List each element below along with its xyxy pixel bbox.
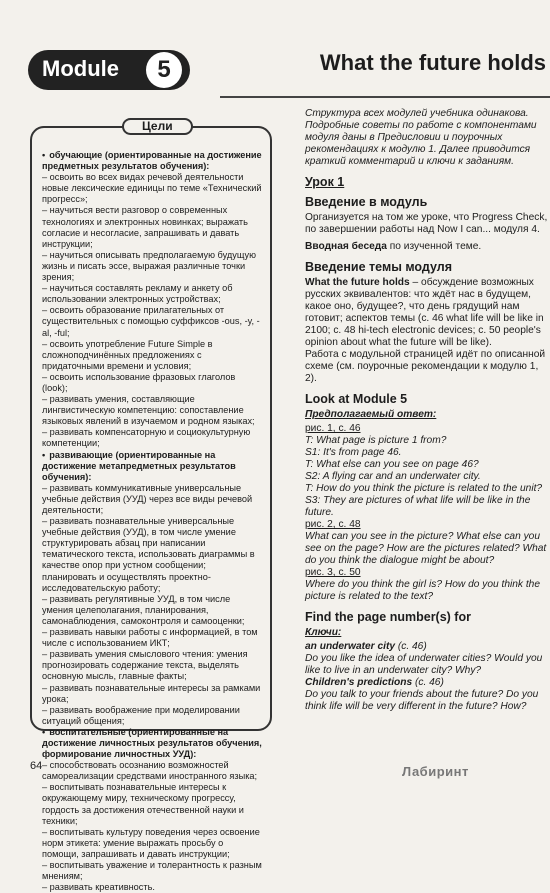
goal-item: – способствовать осознанию возможностей самореализации средствами иностранного языка; [42,760,258,782]
goal-item: – научиться составлять рекламу и анкету об использовании электронных устройствах; [42,283,233,305]
answer-label: Предполагаемый ответ: [305,409,437,420]
key2-bold: Children's predictions [305,677,413,688]
pic3-text: Where do you think the girl is? How do you think the picture is related to the text? [305,579,541,602]
pic2-text: What can you see in the picture? What else can you see on the page? How are the pictures related? What do you think the dialogue might be about? [305,531,547,566]
find-heading: Find the page number(s) for [305,610,471,624]
module-title-text [305,277,549,349]
key1 [305,641,549,653]
intro-paragraph: Структура всех модулей учебника одинакова. Подробные советы по работе с компонентами модуля даны в Предисловии и поурочных рекомендациях к модулю 1. Далее приводится краткий комментарий и ключи к заданиям. [305,108,537,167]
intro-talk-rest: по изученной теме. [386,241,482,252]
key2-text: Do you talk to your friends about the future? Do you think life will be very different in the future? How? [305,689,539,712]
goal-item: – развивать познавательные универсальные учебные действия (УУД), в том числе умение структурировать абзац при написании тематического текста, использовать диаграммы в качестве опор при устном сообщении; планировать и осуществлять проектно-исследовательскую работу; [42,516,255,593]
goal-item: – развивать познавательные интересы за рамками урока; [42,682,261,704]
key1-bold: an underwater city [305,641,396,652]
watermark-logo: Лабиринт [402,764,469,779]
goal-section: • воспитательные (ориентированные на достижение личностных результатов обучения, формирование личностных УУД): [42,727,262,760]
module-label: Module [42,56,119,81]
goal-item: – освоить употребление Future Simple в сложноподчинённых предложениях с придаточными времени и условия; [42,338,213,371]
key2-ref: (с. 46) [412,677,444,688]
goal-item: – освоить во всех видах речевой деятельности новые лексические единицы по теме «Технический прогресс»; [42,172,262,205]
page-number: 64 [30,760,43,772]
pic2-ref: рис. 2, с. 48 [305,519,361,530]
dialogue-line: T: What page is picture 1 from? [305,435,447,446]
module-title-rest: – обсуждение возможных русских эквивалентов: что ждёт нас в будущем, какое оно, будущее?, что день грядущий нам готовит; аспектов темы (с. 46 what life will be like in 2100; с. 48 hi-tech electronic devices; с. 50 people's opinion about what the future will be like). [305,277,544,348]
goals-list [42,150,262,893]
dialogue-line: S3: They are pictures of what life will be like in the future. [305,495,531,518]
look-heading: Look at Module 5 [305,392,408,406]
goal-item: – развивать коммуникативные универсальные учебные действия (УУД) через все виды речевой деятельности; [42,482,253,515]
goal-item: – воспитывать уважение и толерантность к разным мнениям; [42,860,262,882]
goal-item: – освоить использование фразовых глаголов (look); [42,371,236,393]
intro-module-heading: Введение в модуль [305,195,428,209]
pic1-dialogue [305,435,549,519]
module-number: 5 [146,52,182,88]
key2 [305,677,549,689]
goal-section: • обучающие (ориентированные на достижение предметных результатов обучения): [42,150,262,172]
module-title-bold: What the future holds [305,277,410,288]
goal-item: – развивать умения, составляющие лингвистическую компетенцию: сопоставление языковых явлений в изучаемом и родном языках; [42,394,255,427]
pic1-ref: рис. 1, с. 46 [305,423,361,434]
goal-item: – развивать регулятивные УУД, в том числе умения целеполагания, планирования, самонаблюдения, самоконтроля и самооценки; [42,593,245,626]
goal-item: – освоить образование прилагательных от существительных с помощью суффиксов -ous, -y, -al, -ful; [42,305,260,338]
dialogue-line: T: How do you think the picture is related to the unit? [305,483,543,494]
pic3-ref: рис. 3, с. 50 [305,567,361,578]
goal-item: – развивать креативность. [42,882,155,893]
goal-item: – воспитывать культуру поведения через освоение норм этикета: умение выражать просьбу о помощи, запрашивать и давать инструкции; [42,826,260,859]
title-rule [220,96,550,98]
right-column [305,108,549,713]
goal-item: – воспитывать познавательные интересы к окружающему миру, техническому прогрессу, гордость за достижения отечественной науки и техники; [42,782,244,826]
goal-item: – развивать навыки работы с информацией, в том числе с использованием ИКТ; [42,627,258,649]
dialogue-line: T: What else can you see on page 46? [305,459,479,470]
lesson-heading: Урок 1 [305,175,345,189]
goal-item: – научиться описывать предполагаемую будущую жизнь и писать эссе, выражая различные точки зрения; [42,249,256,283]
goal-item: – развивать воображение при моделировании ситуаций общения; [42,704,240,726]
goal-item: – развивать умения смыслового чтения: умения прогнозировать содержание текста, выделять основную мысль, главные факты; [42,649,248,682]
intro-talk-bold: Вводная беседа [305,241,387,252]
dialogue-line: S2: A flying car and an underwater city. [305,471,481,482]
module-title-heading: Введение темы модуля [305,260,453,274]
keys-label: Ключи: [305,627,342,638]
page-title: What the future holds [319,50,546,75]
key1-ref: (с. 46) [395,641,427,652]
goal-section: • развивающие (ориентированные на достижение метапредметных результатов обучения): [42,450,262,483]
key1-text: Do you like the idea of underwater cities? Would you like to live in an underwater city? Why? [305,653,543,676]
goal-item: – развивать компенсаторную и социокультурную компетенции; [42,427,251,449]
intro-module-text: Организуется на том же уроке, что Progress Check, по завершении работы над Now I can... модуля 4. [305,212,548,235]
goals-heading: Цели [122,118,193,135]
module-badge [28,50,190,90]
dialogue-line: S1: It's from page 46. [305,447,402,458]
intro-talk-text [305,241,549,253]
goal-item: – научиться вести разговор о современных технологиях и электронных новинках; выражать согласие и несогласие, запрашивать и давать инструкции; [42,205,248,249]
module-page-text: Работа с модульной страницей идёт по описанной схеме (см. поурочные рекомендации к модулю 1, 2). [305,349,546,384]
